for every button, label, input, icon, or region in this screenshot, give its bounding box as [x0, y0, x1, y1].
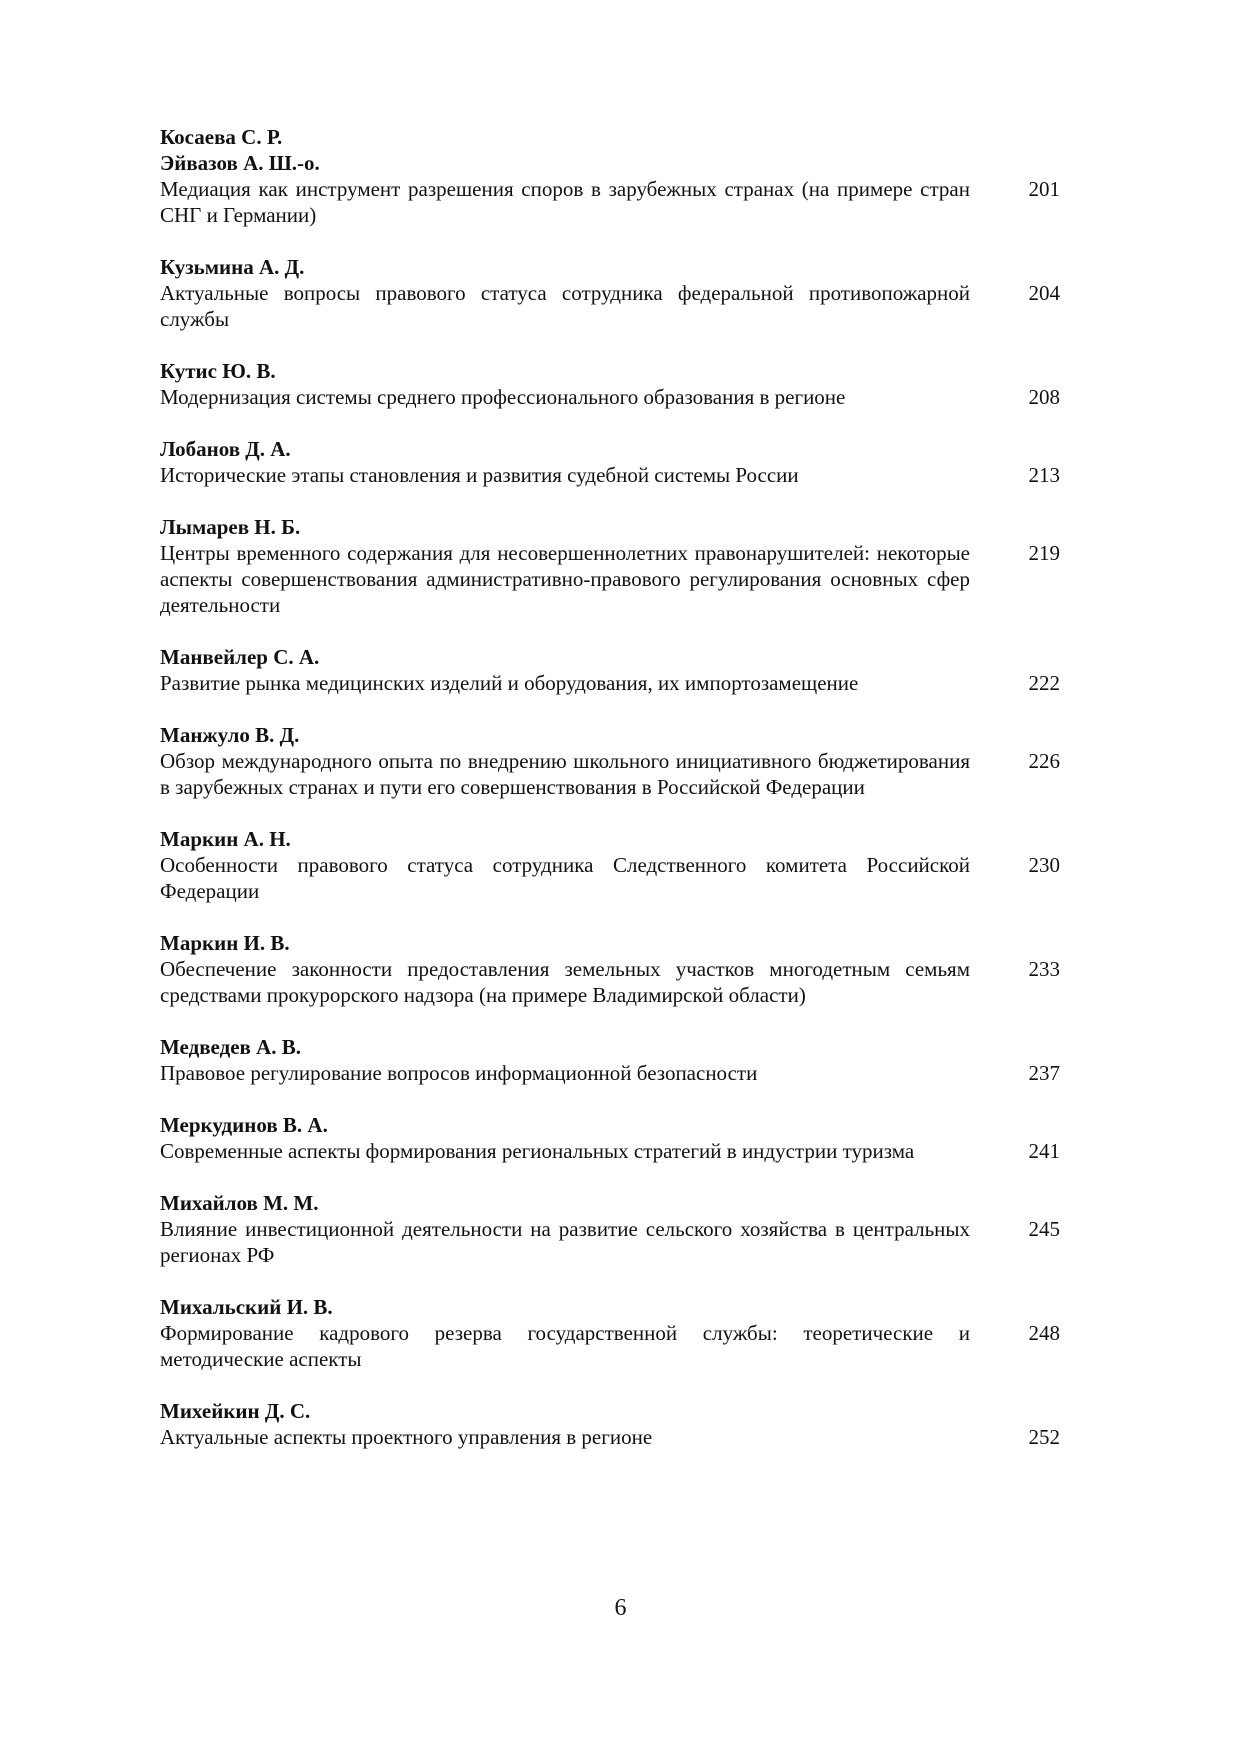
toc-entry-row — [160, 540, 1060, 618]
page-number: 6 — [614, 1595, 627, 1621]
author-name: Эйвазов А. Ш.-о. — [160, 151, 320, 175]
toc-entry — [160, 930, 1060, 1008]
page-ref: 204 — [1028, 281, 1060, 305]
article-title: Формирование кадрового резерва государственной службы: теоретические и методические аспекты — [160, 1321, 970, 1371]
article-title: Модернизация системы среднего профессионального образования в регионе — [160, 385, 846, 409]
toc-entry-row — [160, 462, 1060, 488]
toc-entry — [160, 1190, 1060, 1268]
table-of-contents — [160, 124, 1060, 1476]
author-name: Маркин А. Н. — [160, 827, 291, 851]
toc-entry — [160, 644, 1060, 696]
toc-entry-row — [160, 176, 1060, 228]
page-ref: 201 — [1028, 177, 1060, 201]
toc-entry-row — [160, 384, 1060, 410]
toc-entry-row — [160, 748, 1060, 800]
toc-entry-row — [160, 1138, 1060, 1164]
page-ref: 241 — [1028, 1139, 1060, 1163]
article-title: Особенности правового статуса сотрудника Следственного комитета Российской Федерации — [160, 853, 970, 903]
toc-entry — [160, 826, 1060, 904]
author-name: Кузьмина А. Д. — [160, 255, 305, 279]
page-ref: 237 — [1028, 1061, 1060, 1085]
author-name: Михальский И. В. — [160, 1295, 333, 1319]
toc-entry-row — [160, 1320, 1060, 1372]
article-title: Обеспечение законности предоставления земельных участков многодетным семьям средствами прокурорского надзора (на примере Владимирской области) — [160, 957, 970, 1007]
author-name: Маркин И. В. — [160, 931, 290, 955]
author-name: Меркудинов В. А. — [160, 1113, 328, 1137]
toc-entry — [160, 1398, 1060, 1450]
page-ref: 222 — [1028, 671, 1060, 695]
page-ref: 248 — [1028, 1321, 1060, 1345]
author-name: Косаева С. Р. — [160, 125, 283, 149]
toc-entry-row — [160, 956, 1060, 1008]
author-name: Манжуло В. Д. — [160, 723, 300, 747]
page-ref: 230 — [1028, 853, 1060, 877]
author-name: Михейкин Д. С. — [160, 1399, 311, 1423]
article-title: Медиация как инструмент разрешения споров в зарубежных странах (на примере стран СНГ и Германии) — [160, 177, 970, 227]
toc-entry-row — [160, 670, 1060, 696]
author-name: Лобанов Д. А. — [160, 437, 291, 461]
toc-entry — [160, 124, 1060, 228]
toc-entry-row — [160, 1424, 1060, 1450]
page-ref: 245 — [1028, 1217, 1060, 1241]
page-ref: 213 — [1028, 463, 1060, 487]
author-name: Кутис Ю. В. — [160, 359, 276, 383]
toc-entry — [160, 514, 1060, 618]
article-title: Актуальные аспекты проектного управления в регионе — [160, 1425, 653, 1449]
toc-entry-row — [160, 1216, 1060, 1268]
page-ref: 252 — [1028, 1425, 1060, 1449]
article-title: Современные аспекты формирования региональных стратегий в индустрии туризма — [160, 1139, 915, 1163]
toc-entry-row — [160, 852, 1060, 904]
toc-entry — [160, 436, 1060, 488]
toc-entry — [160, 1112, 1060, 1164]
article-title: Развитие рынка медицинских изделий и оборудования, их импортозамещение — [160, 671, 859, 695]
page-ref: 219 — [1028, 541, 1060, 565]
author-name: Манвейлер С. А. — [160, 645, 320, 669]
article-title: Актуальные вопросы правового статуса сотрудника федеральной противопожарной службы — [160, 281, 970, 331]
article-title: Правовое регулирование вопросов информационной безопасности — [160, 1061, 758, 1085]
article-title: Влияние инвестиционной деятельности на развитие сельского хозяйства в центральных регионах РФ — [160, 1217, 970, 1267]
article-title: Обзор международного опыта по внедрению школьного инициативного бюджетирования в зарубежных странах и пути его совершенствования в Российской Федерации — [160, 749, 970, 799]
page-ref: 226 — [1028, 749, 1060, 773]
article-title: Исторические этапы становления и развития судебной системы России — [160, 463, 799, 487]
author-name: Михайлов М. М. — [160, 1191, 319, 1215]
toc-entry — [160, 1294, 1060, 1372]
toc-entry — [160, 722, 1060, 800]
toc-entry-row — [160, 280, 1060, 332]
author-name: Лымарев Н. Б. — [160, 515, 301, 539]
article-title: Центры временного содержания для несовершеннолетних правонарушителей: некоторые аспекты совершенствования административно-правового регулирования основных сфер деятельности — [160, 541, 970, 617]
toc-entry-row — [160, 1060, 1060, 1086]
author-name: Медведев А. В. — [160, 1035, 302, 1059]
page-ref: 208 — [1028, 385, 1060, 409]
page-ref: 233 — [1028, 957, 1060, 981]
toc-entry — [160, 1034, 1060, 1086]
toc-entry — [160, 358, 1060, 410]
toc-entry — [160, 254, 1060, 332]
